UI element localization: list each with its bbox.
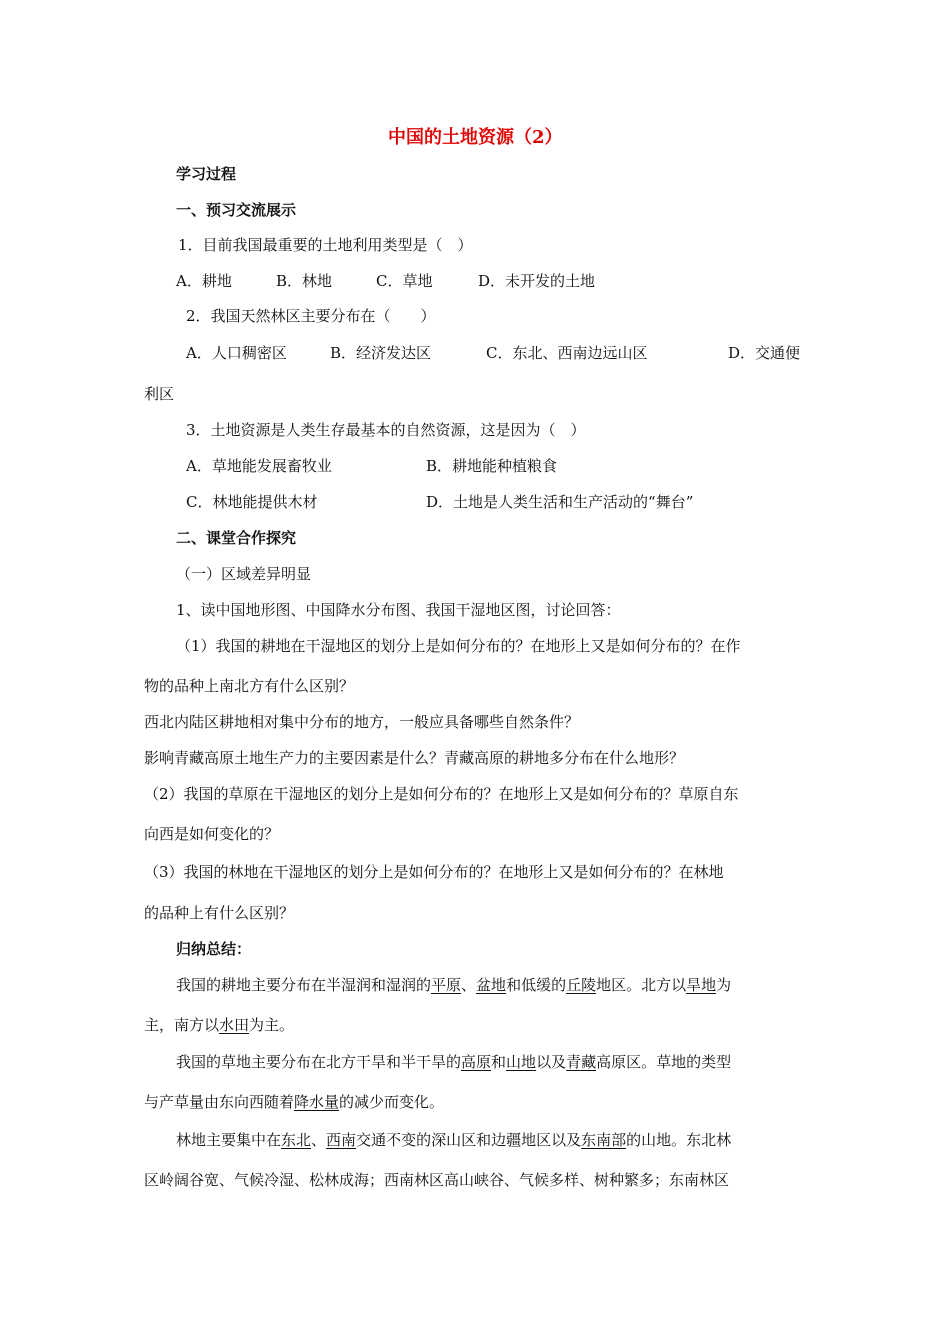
- question-1-option-d: D．未开发的土地: [478, 272, 596, 290]
- question-2-option-b: B．经济发达区: [330, 344, 432, 362]
- page-title: 中国的土地资源（2）: [388, 127, 563, 148]
- summary-text: 为主。: [249, 1016, 295, 1034]
- summary-text: 地区。北方以: [596, 976, 687, 994]
- summary-text: 高原区。草地的类型: [596, 1053, 732, 1071]
- summary-text: 交通不变的深山区和边疆地区以及: [356, 1131, 582, 1149]
- underlined-term: 降水量: [294, 1093, 340, 1111]
- question-2-option-c: C．东北、西南边远山区: [486, 344, 648, 362]
- summary-text: 、: [311, 1131, 327, 1149]
- question-1-option-c: C．草地: [376, 272, 433, 290]
- summary-text: 我国的草地主要分布在北方干旱和半干旱的: [176, 1053, 462, 1071]
- summary-text: 主，南方以: [144, 1016, 220, 1034]
- underlined-term: 高原: [461, 1053, 492, 1071]
- underlined-term: 盆地: [476, 976, 507, 994]
- question-1-option-a: A．耕地: [176, 272, 232, 290]
- underlined-term: 旱地: [686, 976, 717, 994]
- summary-text: 的山地。东北林: [626, 1131, 732, 1149]
- question-3-option-a: A．草地能发展畜牧业: [186, 457, 332, 475]
- part2-subheading: （一）区域差异明显: [176, 565, 312, 583]
- discussion-1-line-3: 西北内陆区耕地相对集中分布的地方，一般应具备哪些自然条件？: [144, 713, 580, 731]
- discussion-3-line-2: 的品种上有什么区别？: [144, 904, 295, 922]
- underlined-term: 水田: [219, 1016, 250, 1034]
- discussion-1-line-1: （1）我国的耕地在干湿地区的划分上是如何分布的？在地形上又是如何分布的？在作: [176, 637, 741, 655]
- discussion-1-line-2: 物的品种上南北方有什么区别？: [144, 677, 355, 695]
- question-3-option-b: B．耕地能种植粮食: [426, 457, 558, 475]
- underlined-term: 青藏: [566, 1053, 597, 1071]
- question-2-option-d: D．交通便: [728, 344, 801, 362]
- summary-heading: 归纳总结：: [176, 940, 252, 958]
- summary-paragraph-3-line-2: 区岭阔谷宽、气候冷湿、松林成海；西南林区高山峡谷、气候多样、树种繁多；东南林区: [144, 1171, 730, 1189]
- section-heading-learning: 学习过程: [176, 165, 237, 183]
- question-1-option-b: B．林地: [276, 272, 333, 290]
- summary-paragraph-2-line-1: [176, 1052, 731, 1072]
- question-2-option-d-wrap: 利区: [144, 385, 175, 403]
- summary-text: 的减少而变化。: [339, 1093, 445, 1111]
- discussion-2-line-2: 向西是如何变化的？: [144, 825, 280, 843]
- part2-heading: 二、课堂合作探究: [176, 529, 297, 547]
- part2-task: 1、读中国地形图、中国降水分布图、我国干湿地区图，讨论回答：: [176, 601, 621, 619]
- underlined-term: 东南部: [581, 1131, 627, 1149]
- summary-text: 林地主要集中在: [176, 1131, 282, 1149]
- summary-text: 和低缓的: [506, 976, 567, 994]
- summary-paragraph-2-line-2: [144, 1092, 444, 1112]
- discussion-1-line-4: 影响青藏高原土地生产力的主要因素是什么？青藏高原的耕地多分布在什么地形？: [144, 749, 685, 767]
- question-2-option-a: A．人口稠密区: [186, 344, 287, 362]
- underlined-term: 山地: [506, 1053, 537, 1071]
- underlined-term: 平原: [431, 976, 462, 994]
- part1-heading: 一、预习交流展示: [176, 201, 297, 219]
- question-1-stem: 1．目前我国最重要的土地利用类型是（ ）: [178, 236, 473, 254]
- summary-text: 与产草量由东向西随着: [144, 1093, 295, 1111]
- discussion-2-line-1: （2）我国的草原在干湿地区的划分上是如何分布的？在地形上又是如何分布的？草原自东: [144, 785, 739, 803]
- summary-text: 我国的耕地主要分布在半湿润和湿润的: [176, 976, 432, 994]
- underlined-term: 丘陵: [566, 976, 597, 994]
- summary-text: 和: [491, 1053, 507, 1071]
- summary-text: 为: [716, 976, 732, 994]
- question-3-option-d: D．土地是人类生活和生产活动的“舞台”: [426, 493, 694, 511]
- summary-paragraph-1-line-2: [144, 1015, 294, 1035]
- question-3-stem: 3．土地资源是人类生存最基本的自然资源，这是因为（ ）: [186, 421, 586, 439]
- summary-text: 以及: [536, 1053, 567, 1071]
- summary-text: 、: [461, 976, 477, 994]
- question-3-option-c: C．林地能提供木材: [186, 493, 318, 511]
- question-2-stem: 2．我国天然林区主要分布在（ ）: [186, 307, 436, 325]
- summary-paragraph-3-line-1: [176, 1130, 731, 1150]
- discussion-3-line-1: （3）我国的林地在干湿地区的划分上是如何分布的？在地形上又是如何分布的？在林地: [144, 863, 724, 881]
- summary-paragraph-1-line-1: [176, 975, 731, 995]
- underlined-term: 东北: [281, 1131, 312, 1149]
- underlined-term: 西南: [326, 1131, 357, 1149]
